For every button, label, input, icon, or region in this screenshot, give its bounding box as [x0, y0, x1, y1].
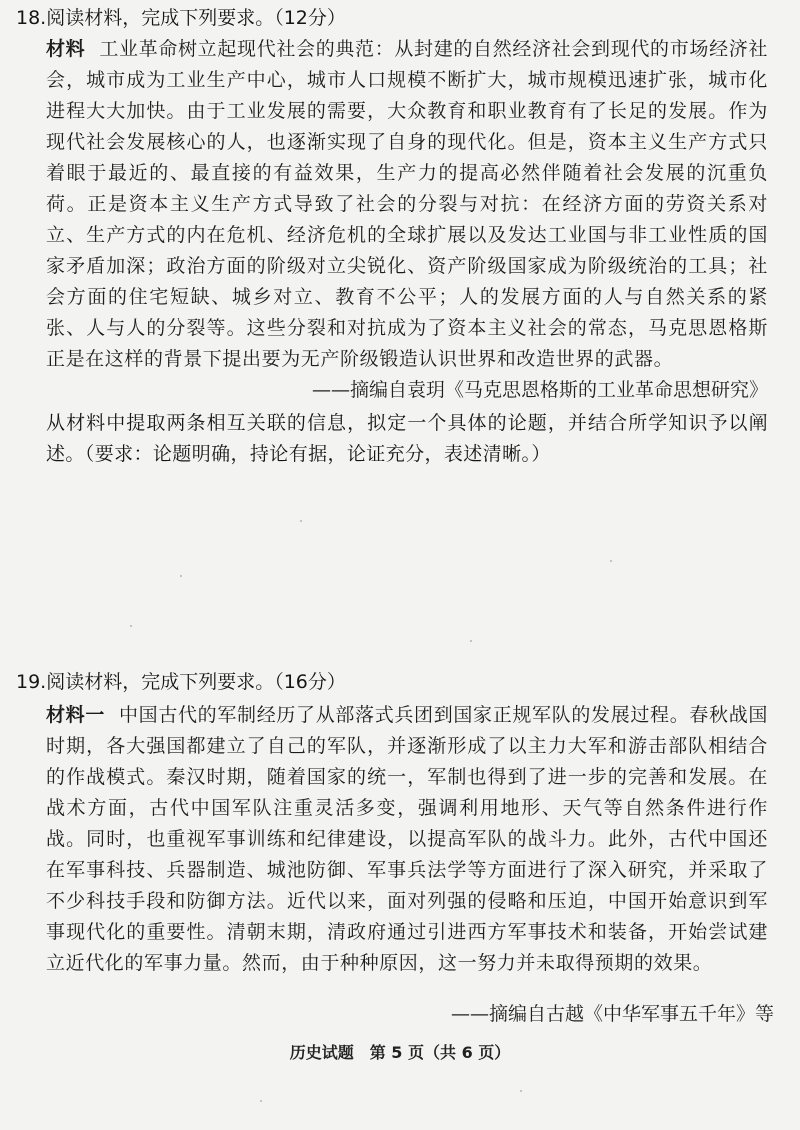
question-19-material — [46, 700, 768, 979]
scan-speck — [260, 1100, 262, 1102]
scan-speck — [520, 1090, 522, 1092]
scan-speck — [610, 560, 612, 562]
scan-speck — [130, 625, 132, 627]
question-19-source: ——摘编自古越《中华军事五千年》等 — [450, 1003, 774, 1025]
material-one-text: 中国古代的军制经历了从部落式兵团到国家正规军队的发展过程。春秋战国时期，各大强国都建立了自己的军队，并逐渐形成了以主力大军和游击部队相结合的作战模式。秦汉时期，随着国家的统一，军制也得到了进一步的完善和发展。在战术方面，古代中国军队注重灵活多变，强调利用地形、天气等自然条件进行作战。同时，也重视军事训练和纪律建设，以提高军队的战斗力。此外，古代中国还在军事科技、兵器制造、城池防御、军事兵法学等方面进行了深入研究，并采取了不少科技手段和防御方法。近代以来，面对列强的侵略和压迫，中国开始意识到军事现代化的重要性。清朝末期，清政府通过引进西方军事技术和装备，开始尝试建立近代化的军事力量。然而，由于种种原因，这一努力并未取得预期的效果。 — [46, 704, 768, 974]
question-18-source: ——摘编自袁玥《马克思恩格斯的工业革命思想研究》 — [311, 379, 768, 401]
scan-speck — [300, 520, 302, 522]
material-label: 材料 — [46, 38, 86, 60]
scan-speck — [180, 575, 182, 577]
question-18-material — [46, 34, 768, 375]
question-18-requirement: 从材料中提取两条相互关联的信息，拟定一个具体的论题，并结合所学知识予以阐述。（要求：论题明确，持论有据，论证充分，表述清晰。） — [46, 412, 768, 465]
question-18-heading: 18.阅读材料，完成下列要求。（12分） — [16, 7, 346, 29]
page-footer: 历史试题 第 5 页（共 6 页） — [289, 1043, 511, 1062]
material-text: 工业革命树立起现代社会的典范：从封建的自然经济社会到现代的市场经济社会，城市成为工业生产中心，城市人口规模不断扩大，城市规模迅速扩张，城市化进程大大加快。由于工业发展的需要，大众教育和职业教育有了长足的发展。作为现代社会发展核心的人，也逐渐实现了自身的现代化。但是，资本主义生产方式只着眼于最近的、最直接的有益效果，生产力的提高必然伴随着社会发展的沉重负荷。正是资本主义生产方式导致了社会的分裂与对抗：在经济方面的劳资关系对立、生产方式的内在危机、经济危机的全球扩展以及发达工业国与非工业性质的国家矛盾加深；政治方面的阶级对立尖锐化、资产阶级国家成为阶级统治的工具；社会方面的住宅短缺、城乡对立、教育不公平；人的发展方面的人与自然关系的紧张、人与人的分裂等。这些分裂和对抗成为了资本主义社会的常态，马克思恩格斯正是在这样的背景下提出要为无产阶级锻造认识世界和改造世界的武器。 — [46, 38, 768, 370]
material-one-label: 材料一 — [46, 704, 106, 726]
question-19-heading: 19.阅读材料，完成下列要求。（16分） — [16, 671, 346, 693]
scan-speck — [470, 640, 472, 642]
